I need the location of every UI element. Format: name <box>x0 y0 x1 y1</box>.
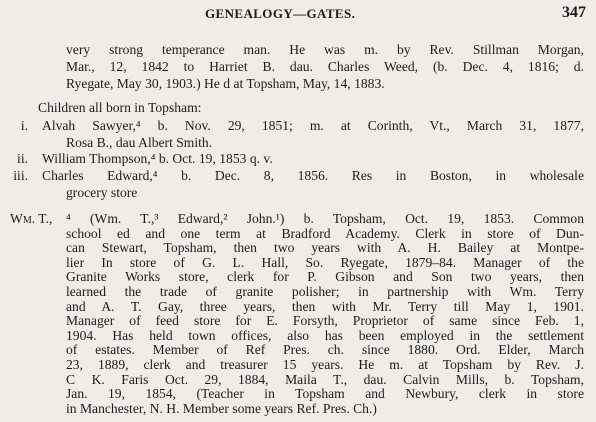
entry-line: ⁴ (Wm. T.,³ Edward,² John.¹) b. Topsham, Oct. 19, 1853. Common <box>66 211 584 226</box>
child-line: Rosa B., dau Albert Smith. <box>66 135 213 150</box>
entry-line: Granite Works store, clerk for P. Gibson and Son two years, then <box>66 269 584 285</box>
entry-line: Manager of feed store for E. Forsyth, Proprietor of same since Feb. 1, <box>66 313 584 329</box>
text-line: Mar., 12, 1842 to Harriet B. dau. Charles Weed, (b. Dec. 4, 1816; d. <box>66 59 584 74</box>
entry-line: and A. T. Gay, three years, then with Mr. Terry till May 1, 1901. <box>66 298 584 314</box>
entry-line: learned the trade of granite polisher; in partnership with Wm. Terry <box>66 284 584 299</box>
child-line: Alvah Sawyer,⁴ b. Nov. 29, 1851; m. at Corinth, Vt., March 31, 1877, <box>42 118 584 133</box>
child-numeral: ii. <box>17 151 28 166</box>
text-line: Ryegate, May 30, 1903.) He d at Topsham, May, 14, 1883. <box>66 76 385 91</box>
child-line: grocery store <box>66 185 138 200</box>
child-numeral: iii. <box>13 168 28 183</box>
entry-line: lier In store of G. L. Hall, So. Ryegate, 1879–84. Manager of the <box>66 254 584 270</box>
entry-line: of estates. Member of Ref Pres. ch. since 1880. Ord. Elder, March <box>66 342 584 358</box>
child-line: William Thompson,⁴ b. Oct. 19, 1853 q. v. <box>42 151 273 166</box>
entry-line: 23, 1889, clerk and treasurer 15 years. He m. at Topsham by Rev. J. <box>66 357 584 372</box>
child-line: Charles Edward,⁴ b. Dec. 8, 1856. Res in Boston, in wholesale <box>42 168 584 183</box>
text-line: very strong temperance man. He was m. by Rev. Stillman Morgan, <box>66 42 584 57</box>
entry-line: school ed and one term at Bradford Academy. Clerk in store of Dun- <box>66 225 584 241</box>
running-head <box>0 6 596 26</box>
entry-line: in Manchester, N. H. Member some years Ref. Pres. Ch.) <box>66 400 377 416</box>
entry-line: can Stewart, Topsham, then two years with A. H. Bailey at Montpe- <box>66 240 584 256</box>
entry-line: Jan. 19, 1854, (Teacher in Topsham and Newbury, clerk in store <box>66 386 584 402</box>
children-heading: Children all born in Topsham: <box>38 100 202 115</box>
entry-name: Wm. T., <box>10 211 53 226</box>
page-number: 347 <box>562 4 586 21</box>
entry-line: C K. Faris Oct. 29, 1884, Maila T., dau. Calvin Mills, b. Topsham, <box>66 371 584 387</box>
child-numeral: i. <box>20 118 28 133</box>
running-head-title: GENEALOGY—GATES. <box>205 6 356 21</box>
entry-line: 1904. Has held town offices, also has been employed in the settlement <box>66 327 584 343</box>
